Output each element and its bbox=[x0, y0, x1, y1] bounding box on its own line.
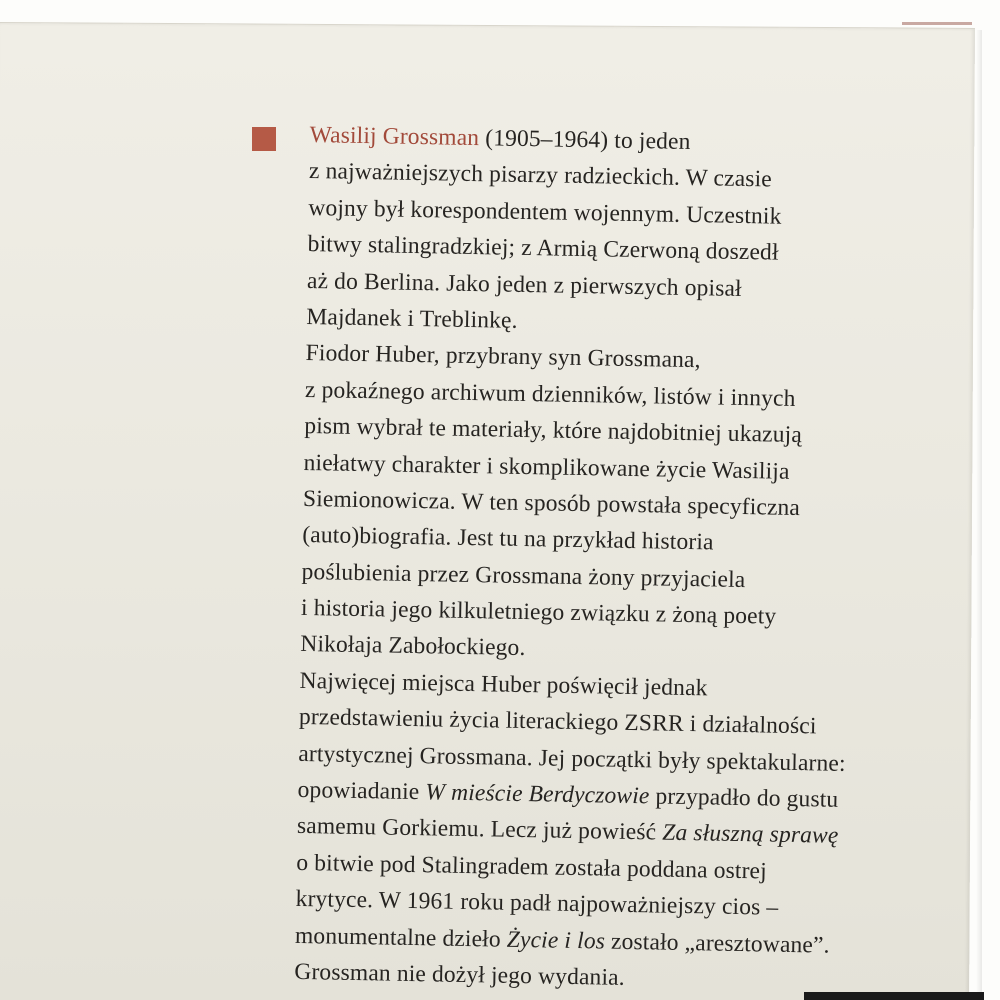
blurb-line: niełatwy charakter i skomplikowane życie Wasilija bbox=[303, 449, 790, 485]
blurb-line: Siemionowicza. W ten sposób powstała specyficzna bbox=[302, 485, 801, 521]
blurb-line: poślubienia przez Grossmana żony przyjaciela bbox=[301, 558, 746, 593]
cover-top-edge bbox=[902, 22, 972, 25]
author-dates: (1905–1964) to jeden bbox=[484, 125, 691, 155]
book-title-zycie-i-los: Życie i los bbox=[506, 926, 606, 955]
blurb-segment: opowiadanie bbox=[297, 776, 426, 806]
blurb-line: pism wybrał te materiały, które najdobitniej ukazują bbox=[304, 413, 803, 449]
blurb-segment: przypadło do gustu bbox=[649, 783, 839, 813]
blurb-line: z pokaźnego archiwum dzienników, listów i innych bbox=[304, 376, 796, 412]
blurb-line: przedstawieniu życia literackiego ZSRR i działalności bbox=[298, 704, 817, 740]
blurb-line: wojny był korespondentem wojennym. Uczestnik bbox=[308, 194, 782, 230]
blurb-line: artystycznej Grossmana. Jej początki były spektakularne: bbox=[298, 740, 846, 777]
blurb-line: i historia jego kilkuletniego związku z żoną poety bbox=[300, 594, 777, 630]
blurb-line: Grossman nie dożył jego wydania. bbox=[294, 958, 625, 991]
author-name: Wasilij Grossman bbox=[309, 121, 480, 152]
blurb-line: krytyce. W 1961 roku padł najpoważniejszy cios – bbox=[295, 886, 779, 921]
blurb-segment: samemu Gorkiemu. Lecz już powieść bbox=[296, 813, 663, 846]
cover-edge-shadow bbox=[976, 30, 982, 1000]
blurb-line: z najważniejszych pisarzy radzieckich. W czasie bbox=[308, 158, 773, 193]
blurb-line: Majdanek i Treblinkę. bbox=[306, 303, 518, 334]
blurb-segment: zostało „aresztowane”. bbox=[604, 928, 830, 959]
square-bullet-icon bbox=[252, 127, 276, 151]
blurb-line: bitwy stalingradzkiej; z Armią Czerwoną doszedł bbox=[307, 231, 779, 266]
blurb-text bbox=[294, 117, 950, 1000]
blurb-line: (auto)biografia. Jest tu na przykład historia bbox=[302, 522, 714, 556]
blurb-segment: monumentalne dzieło bbox=[294, 922, 508, 953]
blurb-line: Najwięcej miejsca Huber poświęcił jednak bbox=[299, 667, 708, 702]
blurb-line: aż do Berlina. Jako jeden z pierwszych opisał bbox=[306, 267, 742, 302]
blurb-line: Nikołaja Zabołockiego. bbox=[300, 631, 526, 662]
book-title-berdyczow: W mieście Berdyczowie bbox=[425, 779, 650, 810]
blurb-line: Fiodor Huber, przybrany syn Grossmana, bbox=[305, 340, 701, 374]
book-title-za-sluszna-sprawe: Za słuszną sprawę bbox=[662, 819, 839, 850]
blurb-line: o bitwie pod Stalingradem została poddana ostrej bbox=[296, 849, 768, 885]
